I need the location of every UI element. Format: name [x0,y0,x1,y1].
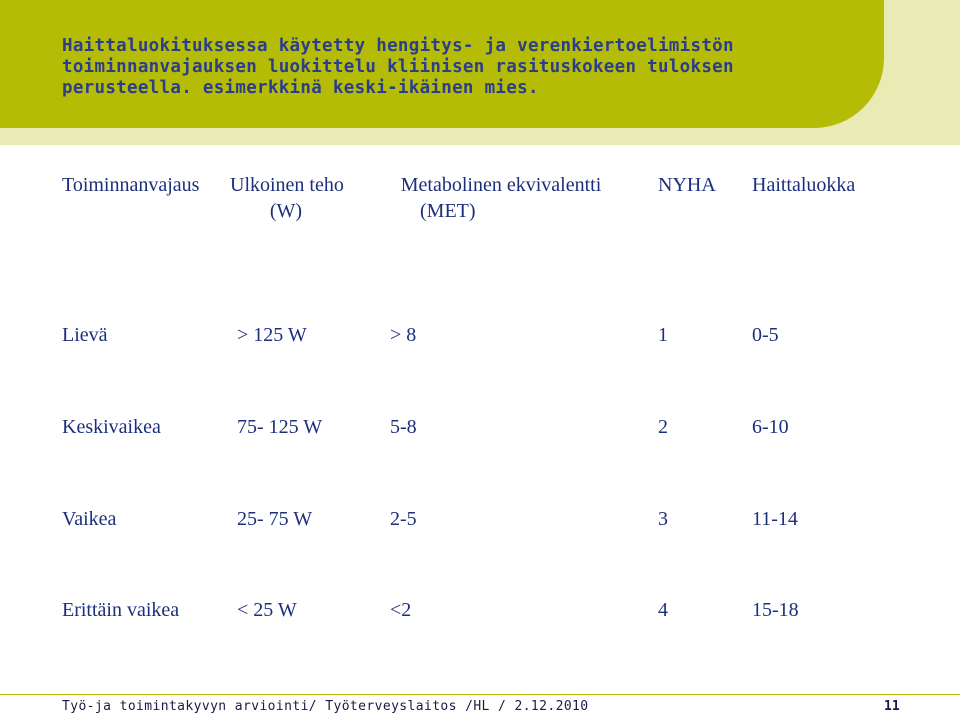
table-cell: 11-14 [752,508,798,530]
header-metabolic-equivalent: Metabolinen ekvivalentti (MET) [400,174,602,222]
table-cell: 4 [658,599,668,621]
table-cell: 3 [658,508,668,530]
table-cell: <2 [390,599,412,621]
table-cell: 1 [658,324,668,346]
table-cell: < 25 W [237,599,297,621]
table-cell: 15-18 [752,599,799,621]
table-cell: Keskivaikea [62,416,161,438]
page-number: 11 [884,699,900,714]
table-cell: 5-8 [390,416,417,438]
table-cell: 6-10 [752,416,789,438]
header-functional-impairment: Toiminnanvajaus [62,174,200,196]
slide-title: Haittaluokituksessa käytetty hengitys- ja verenkiertoelimistön toiminnanvajauksen luokittelu kliinisen rasituskokeen tuloksen perusteella. esimerkkinä keski-ikäinen mies. [62,36,734,98]
table-cell: Lievä [62,324,108,346]
table-cell: > 8 [390,324,417,346]
table-cell: 0-5 [752,324,779,346]
table-cell: Vaikea [62,508,117,530]
table-cell: 75- 125 W [237,416,323,438]
header-disability-class: Haittaluokka [752,174,856,196]
table-cell: 2-5 [390,508,417,530]
header-nyha: NYHA [658,174,716,196]
table-cell: Erittäin vaikea [62,599,180,621]
footer [0,694,960,717]
table-cell: 25- 75 W [237,508,313,530]
table-cell: 2 [658,416,668,438]
footer-text: Työ-ja toimintakyvyn arviointi/ Työterveyslaitos /HL / 2.12.2010 [62,699,589,714]
table-cell: > 125 W [237,324,307,346]
header-external-power: Ulkoinen teho (W) [230,174,344,222]
